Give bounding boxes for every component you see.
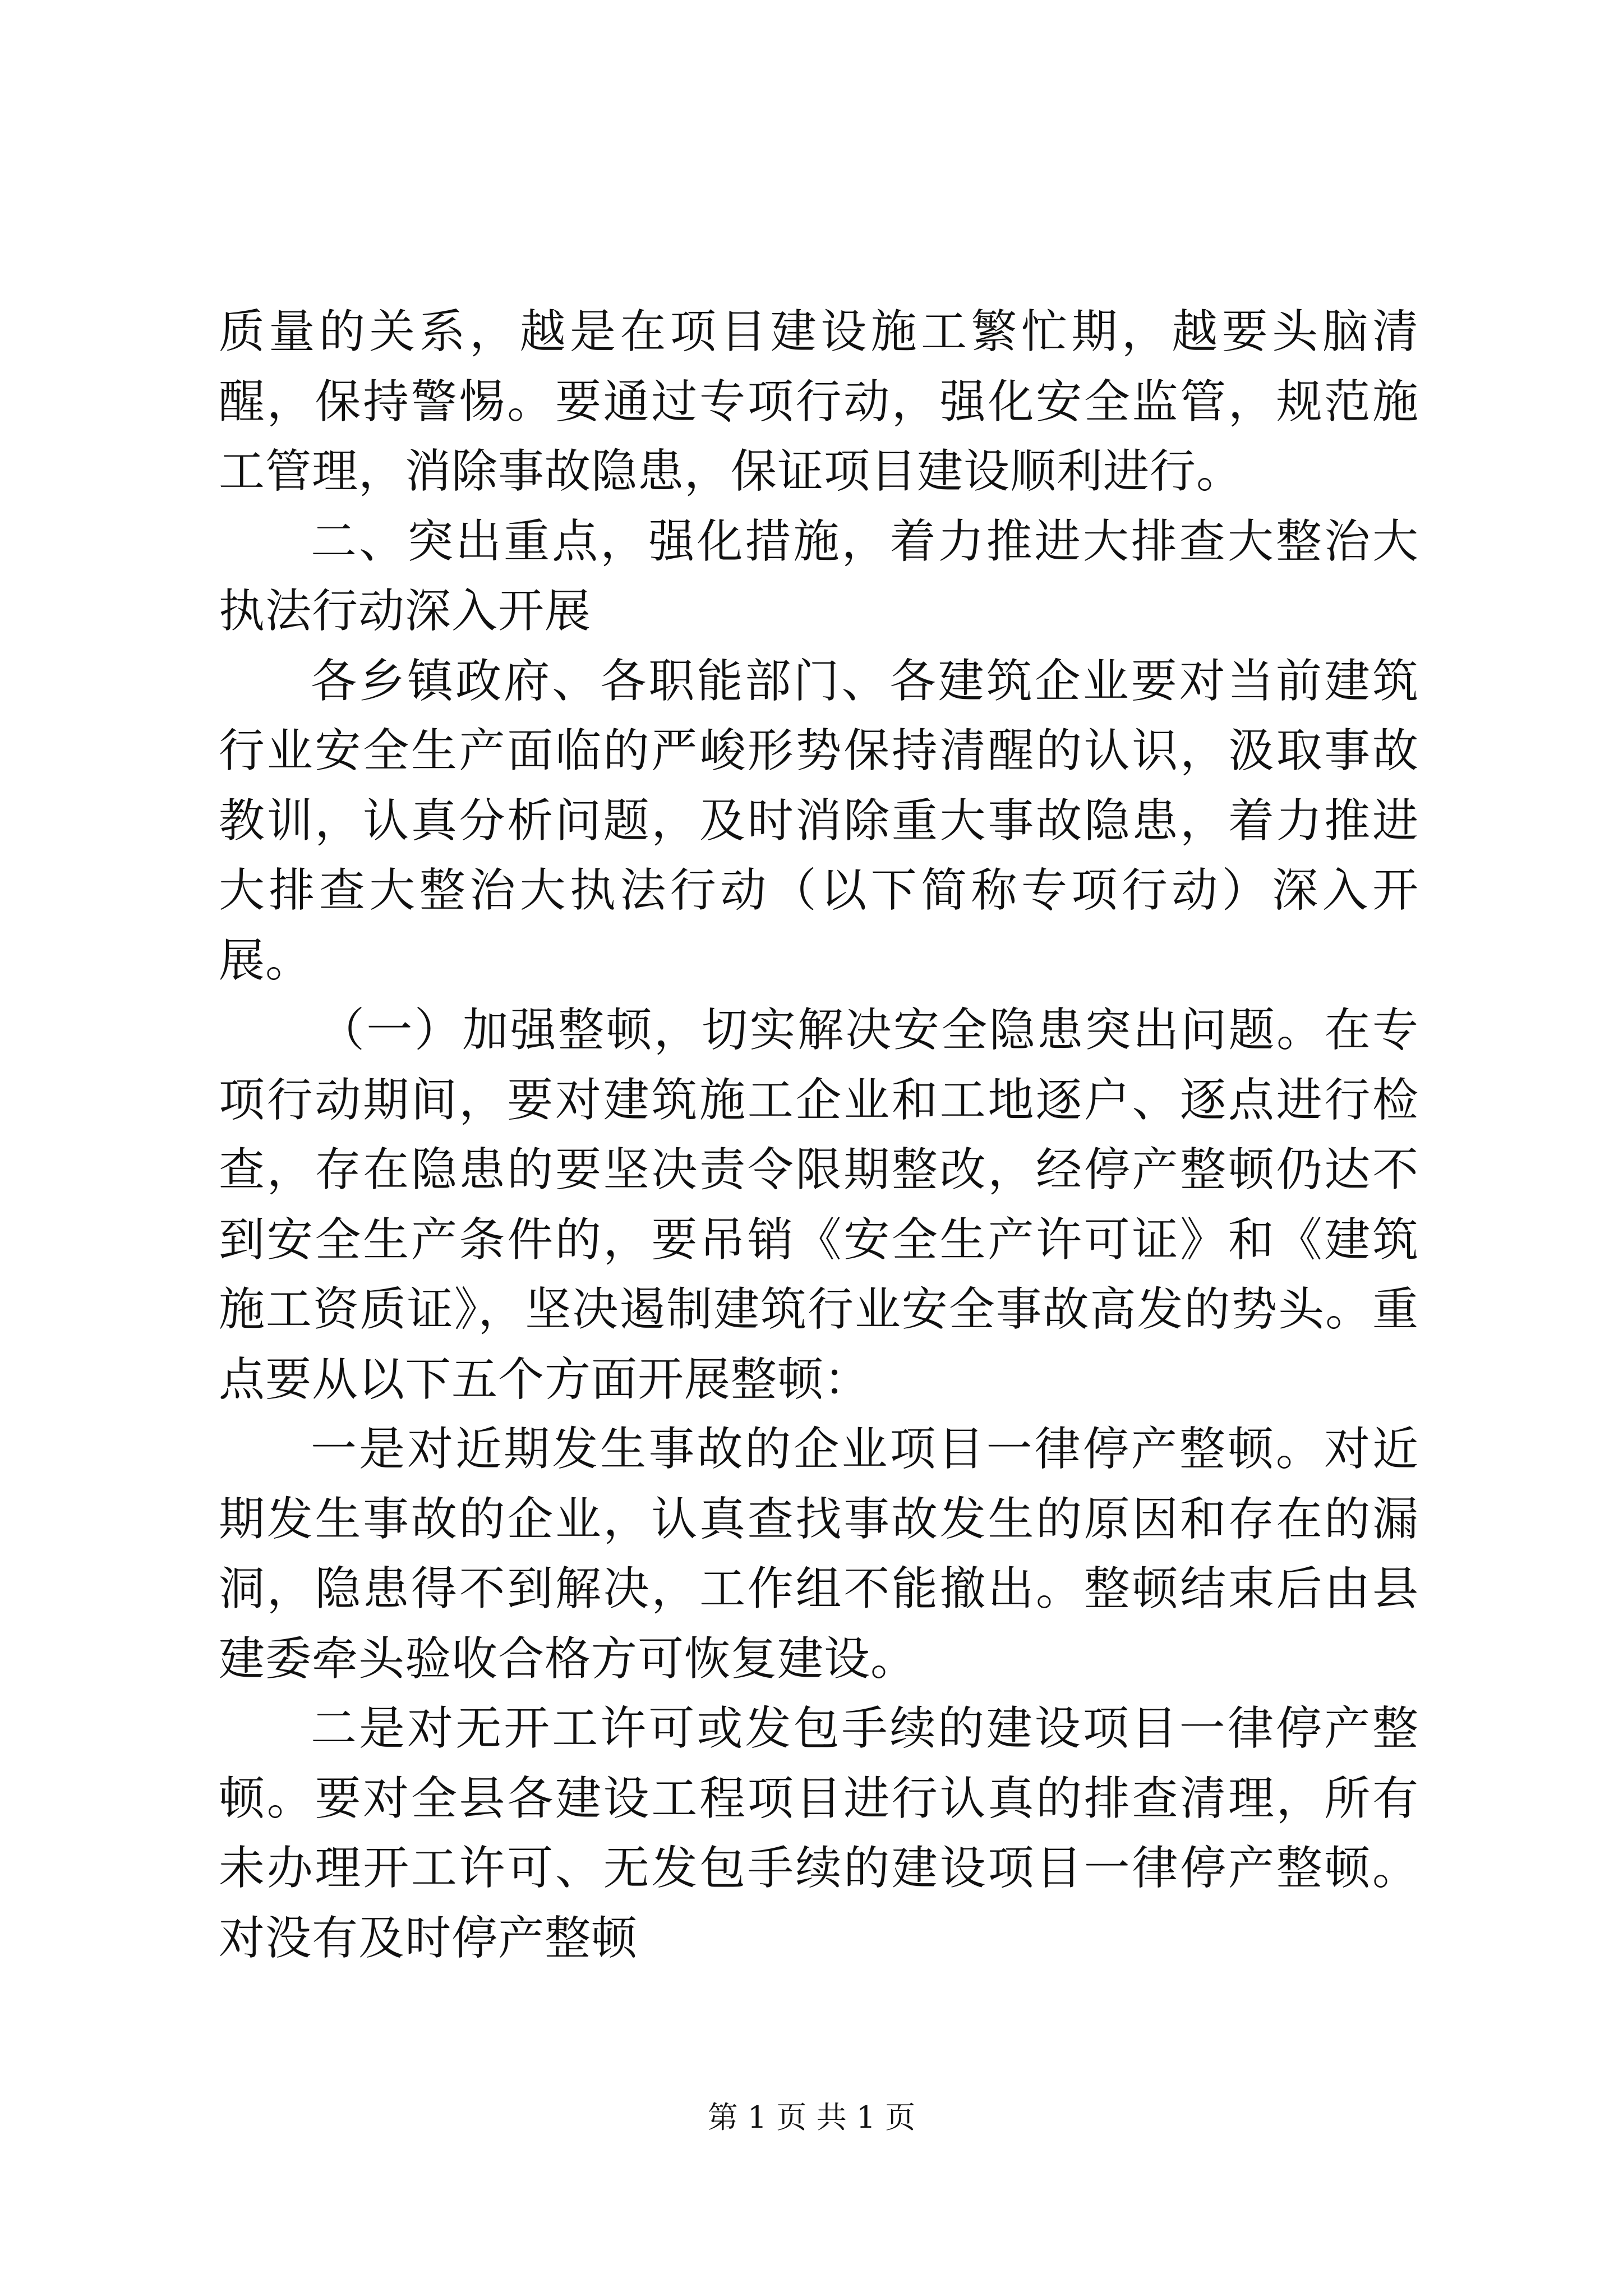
paragraph-item-1: 一是对近期发生事故的企业项目一律停产整顿。对近期发生事故的企业，认真查找事故发生的原因和存在的漏洞，隐患得不到解决，工作组不能撤出。整顿结束后由县建委牵头验收合格方可恢复建设。 xyxy=(219,1423,1419,1686)
section-heading-2: 二、突出重点，强化措施，着力推进大排查大整治大执法行动深入开展 xyxy=(219,514,1419,638)
document-body xyxy=(219,297,1419,1973)
subsection-heading-1: （一）加强整顿，切实解决安全隐患突出问题。在专项行动期间，要对建筑施工企业和工地逐户、逐点进行检查，存在隐患的要坚决责令限期整改，经停产整顿仍达不到安全生产条件的，要吊销《安全生产许可证》和《建筑施工资质证》，坚决遏制建筑行业安全事故高发的势头。重点要从以下五个方面开展整顿： xyxy=(219,1004,1419,1406)
paragraph-continuation: 质量的关系，越是在项目建设施工繁忙期，越要头脑清醒，保持警惕。要通过专项行动，强化安全监管，规范施工管理，消除事故隐患，保证项目建设顺利进行。 xyxy=(219,305,1419,498)
paragraph-item-2: 二是对无开工许可或发包手续的建设项目一律停产整顿。要对全县各建设工程项目进行认真的排查清理，所有未办理开工许可、无发包手续的建设项目一律停产整顿。对没有及时停产整顿 xyxy=(219,1702,1419,1965)
page-number-footer: 第 1 页 共 1 页 xyxy=(707,2100,916,2135)
paragraph-intro: 各乡镇政府、各职能部门、各建筑企业要对当前建筑行业安全生产面临的严峻形势保持清醒的认识，汲取事故教训，认真分析问题，及时消除重大事故隐患，着力推进大排查大整治大执法行动（以下简称专项行动）深入开展。 xyxy=(219,654,1419,987)
